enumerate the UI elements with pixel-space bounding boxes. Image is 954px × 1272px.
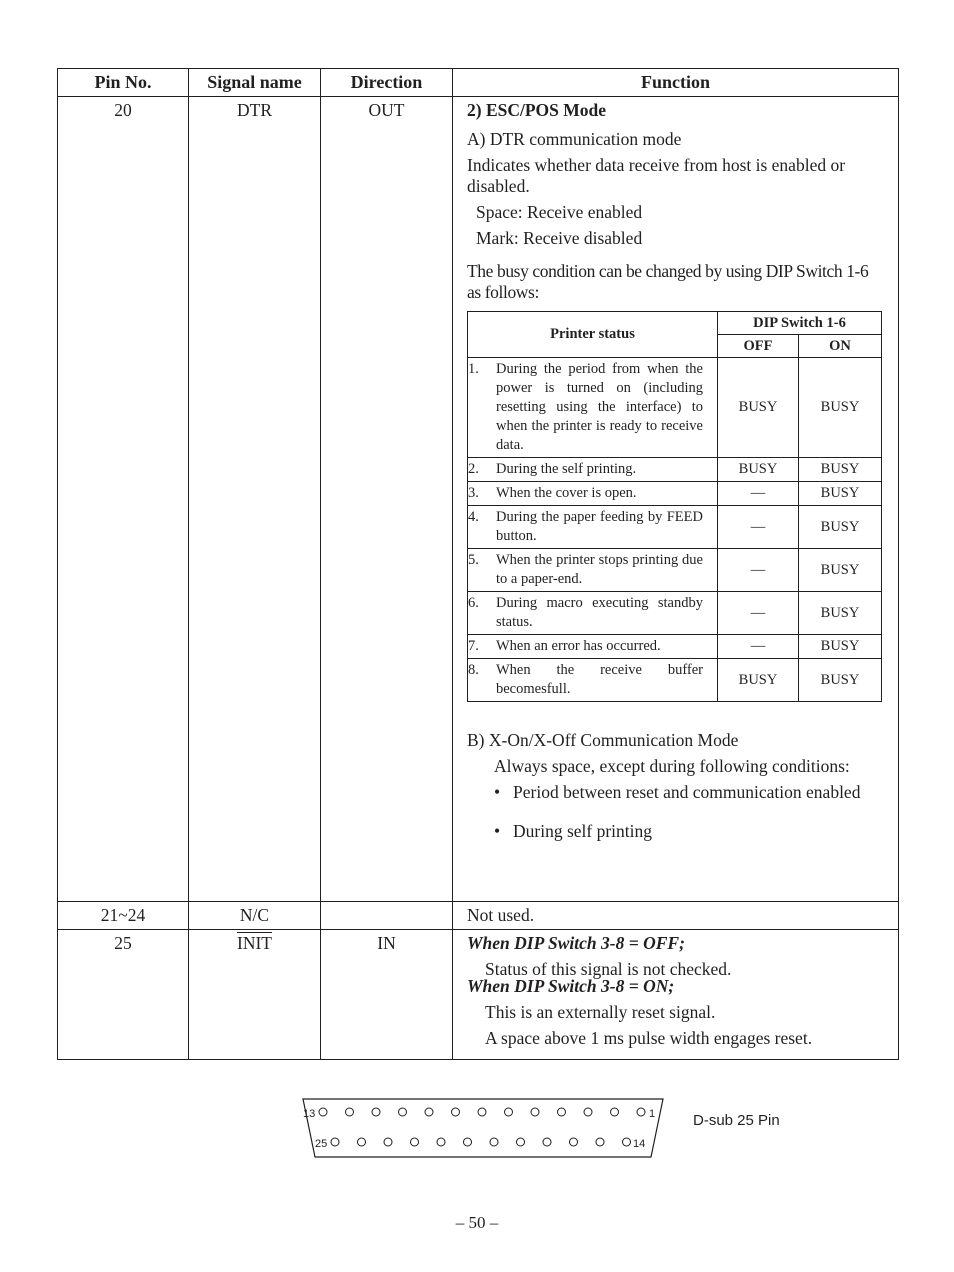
mode-b-description: Always space, except during following conditions: — [494, 756, 850, 776]
status-cell — [468, 482, 718, 506]
pin-hole — [531, 1108, 539, 1116]
direction-cell: IN — [321, 930, 453, 1060]
status-cell — [468, 592, 718, 635]
on-value: BUSY — [799, 506, 882, 549]
pin-hole — [478, 1108, 486, 1116]
off-value: — — [718, 506, 799, 549]
dip-row — [468, 659, 882, 702]
on-value: BUSY — [799, 482, 882, 506]
dip-row — [468, 458, 882, 482]
status-text: During macro executing standby status. — [496, 595, 703, 630]
status-num: 3. — [468, 485, 479, 501]
status-num: 6. — [468, 595, 479, 611]
status-num: 7. — [468, 638, 479, 654]
pin-hole — [331, 1138, 339, 1146]
direction-cell: OUT — [321, 97, 453, 902]
pin-hole — [399, 1108, 407, 1116]
on-value: BUSY — [799, 635, 882, 659]
pin-label-1: 1 — [649, 1108, 656, 1120]
header-signal-name: Signal name — [189, 69, 321, 97]
dip-switch-table — [467, 311, 882, 702]
pin-hole — [384, 1138, 392, 1146]
mode-title: 2) ESC/POS Mode — [467, 100, 607, 120]
pin-hole — [372, 1108, 380, 1116]
status-num: 2. — [468, 461, 479, 477]
mode-b-heading: B) X-On/X-Off Communication Mode — [467, 730, 739, 750]
status-num: 8. — [468, 662, 479, 678]
table-row — [58, 97, 899, 902]
pin-hole — [490, 1138, 498, 1146]
status-cell — [468, 506, 718, 549]
pin-label-14: 14 — [633, 1138, 646, 1150]
status-text: During the self printing. — [496, 461, 637, 477]
on-value: BUSY — [799, 592, 882, 635]
pin-hole — [543, 1138, 551, 1146]
mode-a-heading: A) DTR communication mode — [467, 129, 682, 149]
busy-intro: The busy condition can be changed by using DIP Switch 1-6 as follows: — [467, 261, 869, 302]
off-value: — — [718, 592, 799, 635]
bottom-pin-row — [331, 1138, 631, 1146]
pin-cell: 21~24 — [58, 902, 189, 930]
header-direction: Direction — [321, 69, 453, 97]
status-text: During the paper feeding by FEED button. — [496, 509, 703, 544]
status-text: When the cover is open. — [496, 485, 637, 501]
dsub-connector-diagram — [297, 1098, 667, 1158]
pin-label-13: 13 — [303, 1108, 316, 1120]
off-value: — — [718, 482, 799, 506]
off-value: — — [718, 549, 799, 592]
header-row — [58, 69, 899, 97]
dip-switch-header: DIP Switch 1-6 — [718, 312, 882, 335]
dip-off-text: Status of this signal is not checked. — [485, 959, 732, 979]
bullet-text: During self printing — [513, 820, 653, 841]
dip-off-heading: When DIP Switch 3-8 = OFF; — [467, 933, 685, 953]
status-num: 4. — [468, 509, 479, 525]
function-cell — [453, 97, 899, 902]
pin-hole — [452, 1108, 460, 1116]
pin-hole — [611, 1108, 619, 1116]
pin-hole — [637, 1108, 645, 1116]
status-cell — [468, 549, 718, 592]
pin-label-25: 25 — [315, 1138, 328, 1150]
status-text: During the period from when the power is turned on (including resetting using the interface) to when the printer is ready to receive data. — [496, 361, 703, 453]
signal-cell: DTR — [189, 97, 321, 902]
dip-row — [468, 506, 882, 549]
pin-hole — [623, 1138, 631, 1146]
dip-row — [468, 549, 882, 592]
pin-cell: 25 — [58, 930, 189, 1060]
table-row — [58, 930, 899, 1060]
pin-hole — [358, 1138, 366, 1146]
pin-cell: 20 — [58, 97, 189, 902]
status-text: When the receive buffer becomesfull. — [496, 662, 703, 697]
function-cell: Not used. — [453, 902, 899, 930]
pin-hole — [505, 1108, 513, 1116]
pin-hole — [596, 1138, 604, 1146]
on-value: BUSY — [799, 549, 882, 592]
connector-label: D-sub 25 Pin — [693, 1112, 780, 1129]
dip-on-text-1: This is an externally reset signal. — [485, 1002, 716, 1022]
space-state: Space: Receive enabled — [476, 202, 643, 222]
signal-cell — [189, 930, 321, 1060]
pin-hole — [584, 1108, 592, 1116]
page-number: – 50 – — [455, 1213, 499, 1232]
bullet-item: • During self printing — [494, 820, 653, 841]
status-text: When the printer stops printing due to a paper-end. — [496, 552, 703, 587]
status-cell — [468, 659, 718, 702]
on-header: ON — [799, 335, 882, 358]
dtr-description: Indicates whether data receive from host is enabled or disabled. — [467, 155, 846, 196]
off-value: BUSY — [718, 458, 799, 482]
status-cell — [468, 358, 718, 458]
dip-on-text-2: A space above 1 ms pulse width engages reset. — [485, 1028, 813, 1048]
top-pin-row — [319, 1108, 645, 1116]
pin-hole — [425, 1108, 433, 1116]
pin-hole — [517, 1138, 525, 1146]
off-value: — — [718, 635, 799, 659]
printer-status-header: Printer status — [468, 312, 718, 358]
off-header: OFF — [718, 335, 799, 358]
dip-row — [468, 482, 882, 506]
status-num: 5. — [468, 552, 479, 568]
status-num: 1. — [468, 361, 479, 377]
dip-row — [468, 358, 882, 458]
bullet-item: • Period between reset and communication enabled — [494, 782, 861, 802]
pin-hole — [346, 1108, 354, 1116]
off-value: BUSY — [718, 358, 799, 458]
signal-cell: N/C — [189, 902, 321, 930]
pin-hole — [437, 1138, 445, 1146]
dip-row — [468, 592, 882, 635]
dip-on-heading: When DIP Switch 3-8 = ON; — [467, 976, 675, 996]
on-value: BUSY — [799, 659, 882, 702]
pin-hole — [464, 1138, 472, 1146]
status-cell — [468, 458, 718, 482]
pin-hole — [558, 1108, 566, 1116]
dip-row — [468, 635, 882, 659]
init-signal: INIT — [237, 933, 272, 953]
direction-cell — [321, 902, 453, 930]
status-text: When an error has occurred. — [496, 638, 661, 654]
header-function: Function — [453, 69, 899, 97]
function-cell — [453, 930, 899, 1060]
mark-state: Mark: Receive disabled — [476, 228, 643, 248]
header-pin-no: Pin No. — [58, 69, 189, 97]
table-row — [58, 902, 899, 930]
on-value: BUSY — [799, 458, 882, 482]
pin-assignment-table — [57, 68, 899, 1060]
pin-hole — [570, 1138, 578, 1146]
pin-hole — [319, 1108, 327, 1116]
on-value: BUSY — [799, 358, 882, 458]
off-value: BUSY — [718, 659, 799, 702]
status-cell — [468, 635, 718, 659]
pin-hole — [411, 1138, 419, 1146]
bullet-text: Period between reset and communication enabled — [513, 782, 861, 802]
